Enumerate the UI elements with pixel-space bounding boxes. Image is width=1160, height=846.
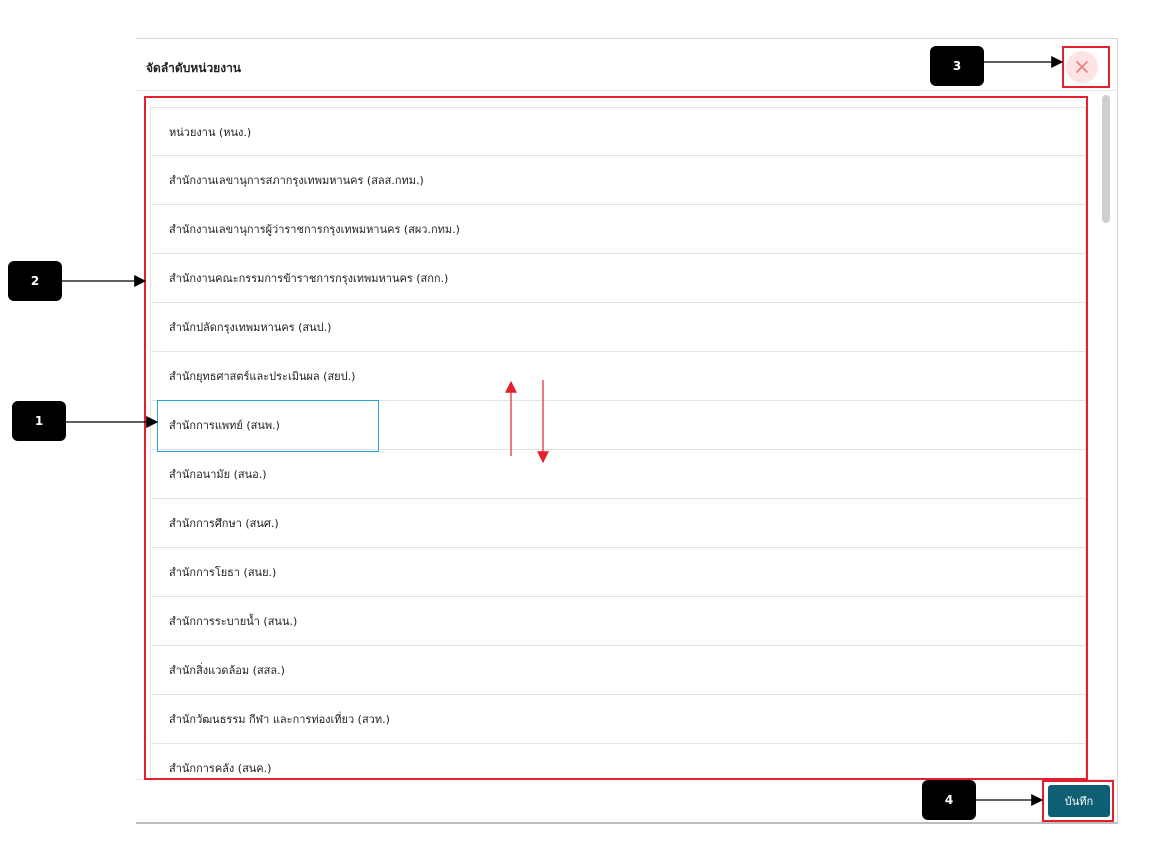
list-item[interactable]: สำนักปลัดกรุงเทพมหานคร (สนป.) [150, 303, 1086, 352]
list-item[interactable]: สำนักยุทธศาสตร์และประเมินผล (สยป.) [150, 352, 1086, 401]
list-item[interactable]: สำนักการคลัง (สนค.) [150, 744, 1086, 777]
drag-highlight-box [157, 400, 379, 452]
annotation-box-save [1042, 780, 1114, 822]
annotation-badge-1: 1 [12, 401, 66, 441]
modal-title: จัดลำดับหน่วยงาน [146, 61, 242, 75]
list-item[interactable]: สำนักการศึกษา (สนศ.) [150, 499, 1086, 548]
annotation-badge-4: 4 [922, 780, 976, 820]
scrollbar-thumb[interactable] [1102, 95, 1110, 223]
annotation-badge-3: 3 [930, 46, 984, 86]
list-item-dragging[interactable]: สำนักการแพทย์ (สนพ.) [150, 401, 1086, 450]
list-item[interactable]: สำนักการระบายน้ำ (สนน.) [150, 597, 1086, 646]
list-item[interactable]: สำนักการโยธา (สนย.) [150, 548, 1086, 597]
list-item[interactable]: สำนักสิ่งแวดล้อม (สสล.) [150, 646, 1086, 695]
list-item[interactable]: หน่วยงาน (หนง.) [150, 107, 1086, 156]
list-item[interactable]: สำนักงานคณะกรรมการข้าราชการกรุงเทพมหานคร (สกก.) [150, 254, 1086, 303]
annotation-box-close [1062, 46, 1110, 88]
list-item[interactable]: สำนักวัฒนธรรม กีฬา และการท่องเที่ยว (สวท.) [150, 695, 1086, 744]
list-item[interactable]: สำนักงานเลขานุการผู้ว่าราชการกรุงเทพมหานคร (สผว.กทม.) [150, 205, 1086, 254]
save-button[interactable]: บันทึก [1048, 785, 1110, 817]
annotation-badge-2: 2 [8, 261, 62, 301]
list-item[interactable]: สำนักงานเลขานุการสภากรุงเทพมหานคร (สลส.กทม.) [150, 156, 1086, 205]
list-item[interactable]: สำนักอนามัย (สนอ.) [150, 450, 1086, 499]
